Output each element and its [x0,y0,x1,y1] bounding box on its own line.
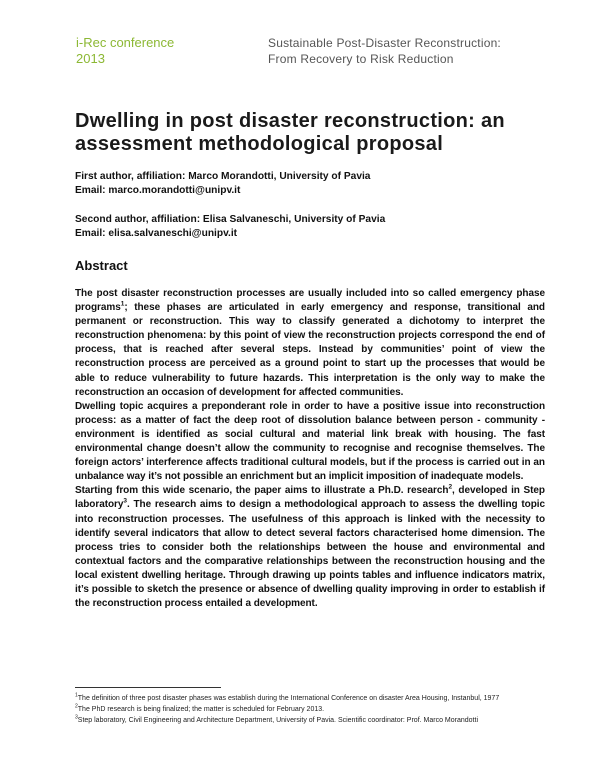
footnote-ref-3: 3 [123,498,127,506]
abstract-paragraph-1: The post disaster reconstruction processes are usually included into so called emergency phase programs$^1$; these phases are articulated in early emergency and response, transitional and permanent or reconstruction. This way to classify generated a dichotomy to interpret the reconstruction phenomena: by this point of view the reconstruction projects correspond the end of process, that is reached after several steps. Instead by communities’ point of view the reconstruction process are perceived as a ground point to start up the processes that would be able to reduce vulnerability to future hazards. This interpretation is the only way to make the reconstruction an occasion of development for affected communities. [75,288,545,398]
first-author-email: Email: marco.morandotti@unipv.it [75,185,241,196]
footnotes [75,693,565,726]
author-block [75,170,545,241]
abstract-heading: Abstract [75,258,128,273]
conference-year: 2013 [76,51,105,66]
footnote-ref-1: 1 [120,300,125,308]
footnote: $^3$Step laboratory, Civil Engineering and Architecture Department, University of Pavia. Scientific coordinator: Prof. Marco Morandotti [75,714,479,724]
second-author-email: Email: elisa.salvaneschi@unipv.it [75,228,238,239]
abstract-body [75,287,545,611]
second-author: Second author, affiliation: Elisa Salvaneschi, University of Pavia [75,214,386,225]
first-author: First author, affiliation: Marco Morandotti, University of Pavia [75,171,371,182]
footnote-separator [75,687,221,688]
conference-theme [268,35,501,67]
abstract-paragraph-3: Starting from this wide scenario, the paper aims to illustrate a Ph.D. research$^2$, developed in Step laboratory$^3$. The research aims to design a methodological approach to assess the dwelling topic into reconstruction processes. The usefulness of this approach is linked with the necessity to identify several indicators that allow to detect several factors characterised home dimension. The process tries to consider both the relationships between the house and environmental and contextual factors and the comparative relationships between the reconstruction housing and the local existent dwelling heritage. Through drawing up points tables and influence indicators matrix, it’s possible to sketch the presence or absence of dwelling quality improving in order to establish if the reconstruction process entailed a development. [75,483,545,610]
footnote: $^2$The PhD research is being finalized; the matter is scheduled for February 2013. [75,703,325,713]
footnote: $^1$The definition of three post disaster phases was establish during the International Conference on disaster Area Housing, Instanbul, 1977 [75,692,500,702]
conference-header [76,35,174,67]
theme-line-2: From Recovery to Risk Reduction [268,52,454,66]
paper-title: Dwelling in post disaster reconstruction: an assessment methodological proposal [75,110,505,155]
abstract-paragraph-2: Dwelling topic acquires a preponderant role in order to have a positive issue into reconstruction process: as a matter of fact the deep root of dissolution balance between person - community - environment is identified as social cultural and material link break with housing. The fast environmental change doesn’t allow the community to recognise and recognise themselves. The foreign actors’ interference affects traditional cultural models, but if the process is carried out in an unbalance way it’s not possible an enrichment but an implicit imposition of inadequate models. [75,400,545,483]
footnote-ref-2: 2 [448,483,453,491]
theme-line-1: Sustainable Post-Disaster Reconstruction: [268,36,501,50]
conference-name: i-Rec conference [76,35,175,50]
